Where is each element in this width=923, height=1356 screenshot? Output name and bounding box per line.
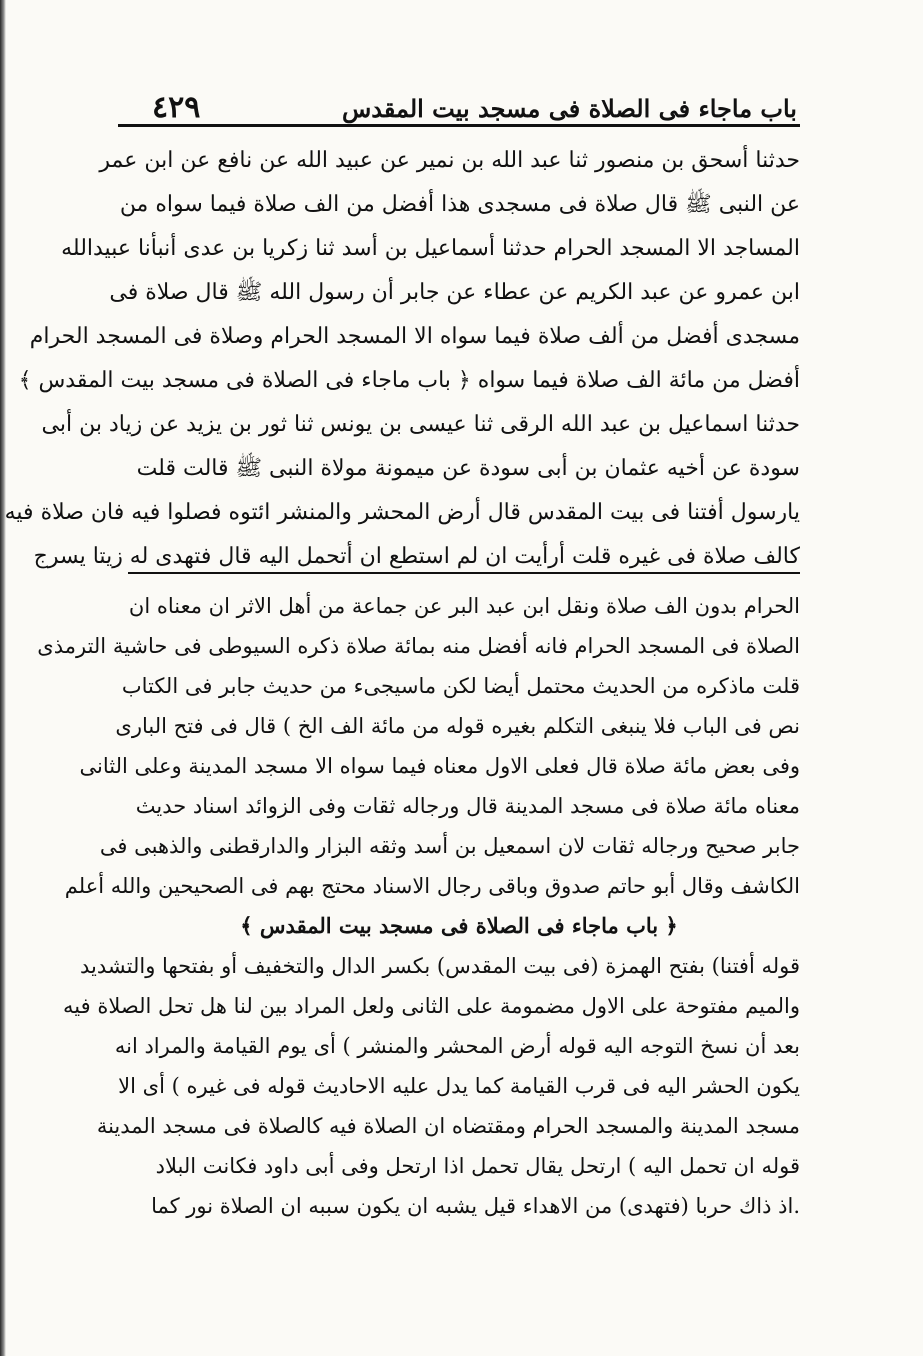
section-heading: ﴿ باب ماجاء فى الصلاة فى مسجد بيت المقدس ﴾ [240,913,678,938]
text-line: قوله ان تحمل اليه ) ارتحل يقال تحمل اذا ارتحل وفى أبى داود فكانت البلاد [155,1154,800,1178]
commentary-divider [128,572,800,574]
page-header [122,84,797,128]
text-line: حدثنا اسماعيل بن عبد الله الرقى ثنا عيسى بن يونس ثنا ثور بن يزيد عن زياد بن أبى [41,412,800,437]
text-line: معناه مائة صلاة فى مسجد المدينة قال ورجاله ثقات وفى الزوائد اسناد حديث [135,794,800,818]
header-rule [118,124,800,127]
text-line: أفضل من مائة الف صلاة فيما سواه ﴿ باب ماجاء فى الصلاة فى مسجد بيت المقدس ﴾ [18,368,800,393]
text-line: الحرام بدون الف صلاة ونقل ابن عبد البر عن جماعة من أهل الاثر ان معناه ان [128,594,800,618]
text-line: .اذ ذاك حربا (فتهدى) من الاهداء قيل يشبه ان يكون سببه ان الصلاة نور كما [151,1194,800,1218]
text-line: وفى بعض مائة صلاة قال فعلى الاول معناه فيما سواه الا مسجد المدينة وعلى الثانى [79,754,800,778]
text-line: جابر صحيح ورجاله ثقات لان اسمعيل بن أسد وثقه البزار والدارقطنى والذهبى فى [99,834,800,858]
text-line: سودة عن أخيه عثمان بن أبى سودة عن ميمونة مولاة النبى ﷺ قالت قلت [136,456,800,481]
text-line: حدثنا أسحق بن منصور ثنا عبد الله بن نمير عن عبيد الله عن نافع عن ابن عمر [99,148,800,173]
text-line: والميم مفتوحة على الاول مضمومة على الثانى ولعل المراد بين لنا هل تحل الصلاة فيه [63,994,800,1018]
text-line: يكون الحشر اليه فى قرب القيامة كما يدل عليه الاحاديث قوله فى غيره ) أى الا [118,1074,800,1098]
commentary-text [37,586,800,1226]
text-line: يارسول أفتنا فى بيت المقدس قال أرض المحشر والمنشر ائتوه فصلوا فيه فان صلاة فيه [4,500,800,525]
text-line: ابن عمرو عن عبد الكريم عن عطاء عن جابر أن رسول الله ﷺ قال صلاة فى [109,280,800,305]
text-line: بعد أن نسخ التوجه اليه قوله أرض المحشر والمنشر ) أى يوم القيامة والمراد انه [114,1034,800,1058]
running-title: باب ماجاء فى الصلاة فى مسجد بيت المقدس [341,94,797,123]
text-line: قلت ماذكره من الحديث محتمل أيضا لكن ماسيجىء من حديث جابر فى الكتاب [121,674,800,698]
page-number: ٤٢٩ [152,90,201,125]
page-binding-edge [0,0,6,1356]
text-line: الصلاة فى المسجد الحرام فانه أفضل منه بمائة صلاة ذكره السيوطى فى حاشية الترمذى [37,634,800,658]
hadith-text [4,139,800,579]
text-line: مسجدى أفضل من ألف صلاة فيما سواه الا المسجد الحرام وصلاة فى المسجد الحرام [29,324,800,349]
text-line: قوله أفتنا) بفتح الهمزة (فى بيت المقدس) بكسر الدال والتخفيف أو بفتحها والتشديد [80,954,800,978]
text-line: المساجد الا المسجد الحرام حدثنا أسماعيل بن أسد ثنا زكريا بن عدى أنبأنا عبيدالله [61,236,800,261]
text-line: الكاشف وقال أبو حاتم صدوق وباقى رجال الاسناد محتج بهم فى الصحيحين والله أعلم [64,874,800,898]
text-line: عن النبى ﷺ قال صلاة فى مسجدى هذا أفضل من الف صلاة فيما سواه من [119,192,800,217]
text-line: كالف صلاة فى غيره قلت أرأيت ان لم استطع ان أتحمل اليه قال فتهدى له زيتا يسرج [33,544,800,569]
text-line: مسجد المدينة والمسجد الحرام ومقتضاه ان الصلاة فيه كالصلاة فى مسجد المدينة [96,1114,800,1138]
text-line: نص فى الباب فلا ينبغى التكلم بغيره قوله من مائة الف الخ ) قال فى فتح البارى [115,714,800,738]
